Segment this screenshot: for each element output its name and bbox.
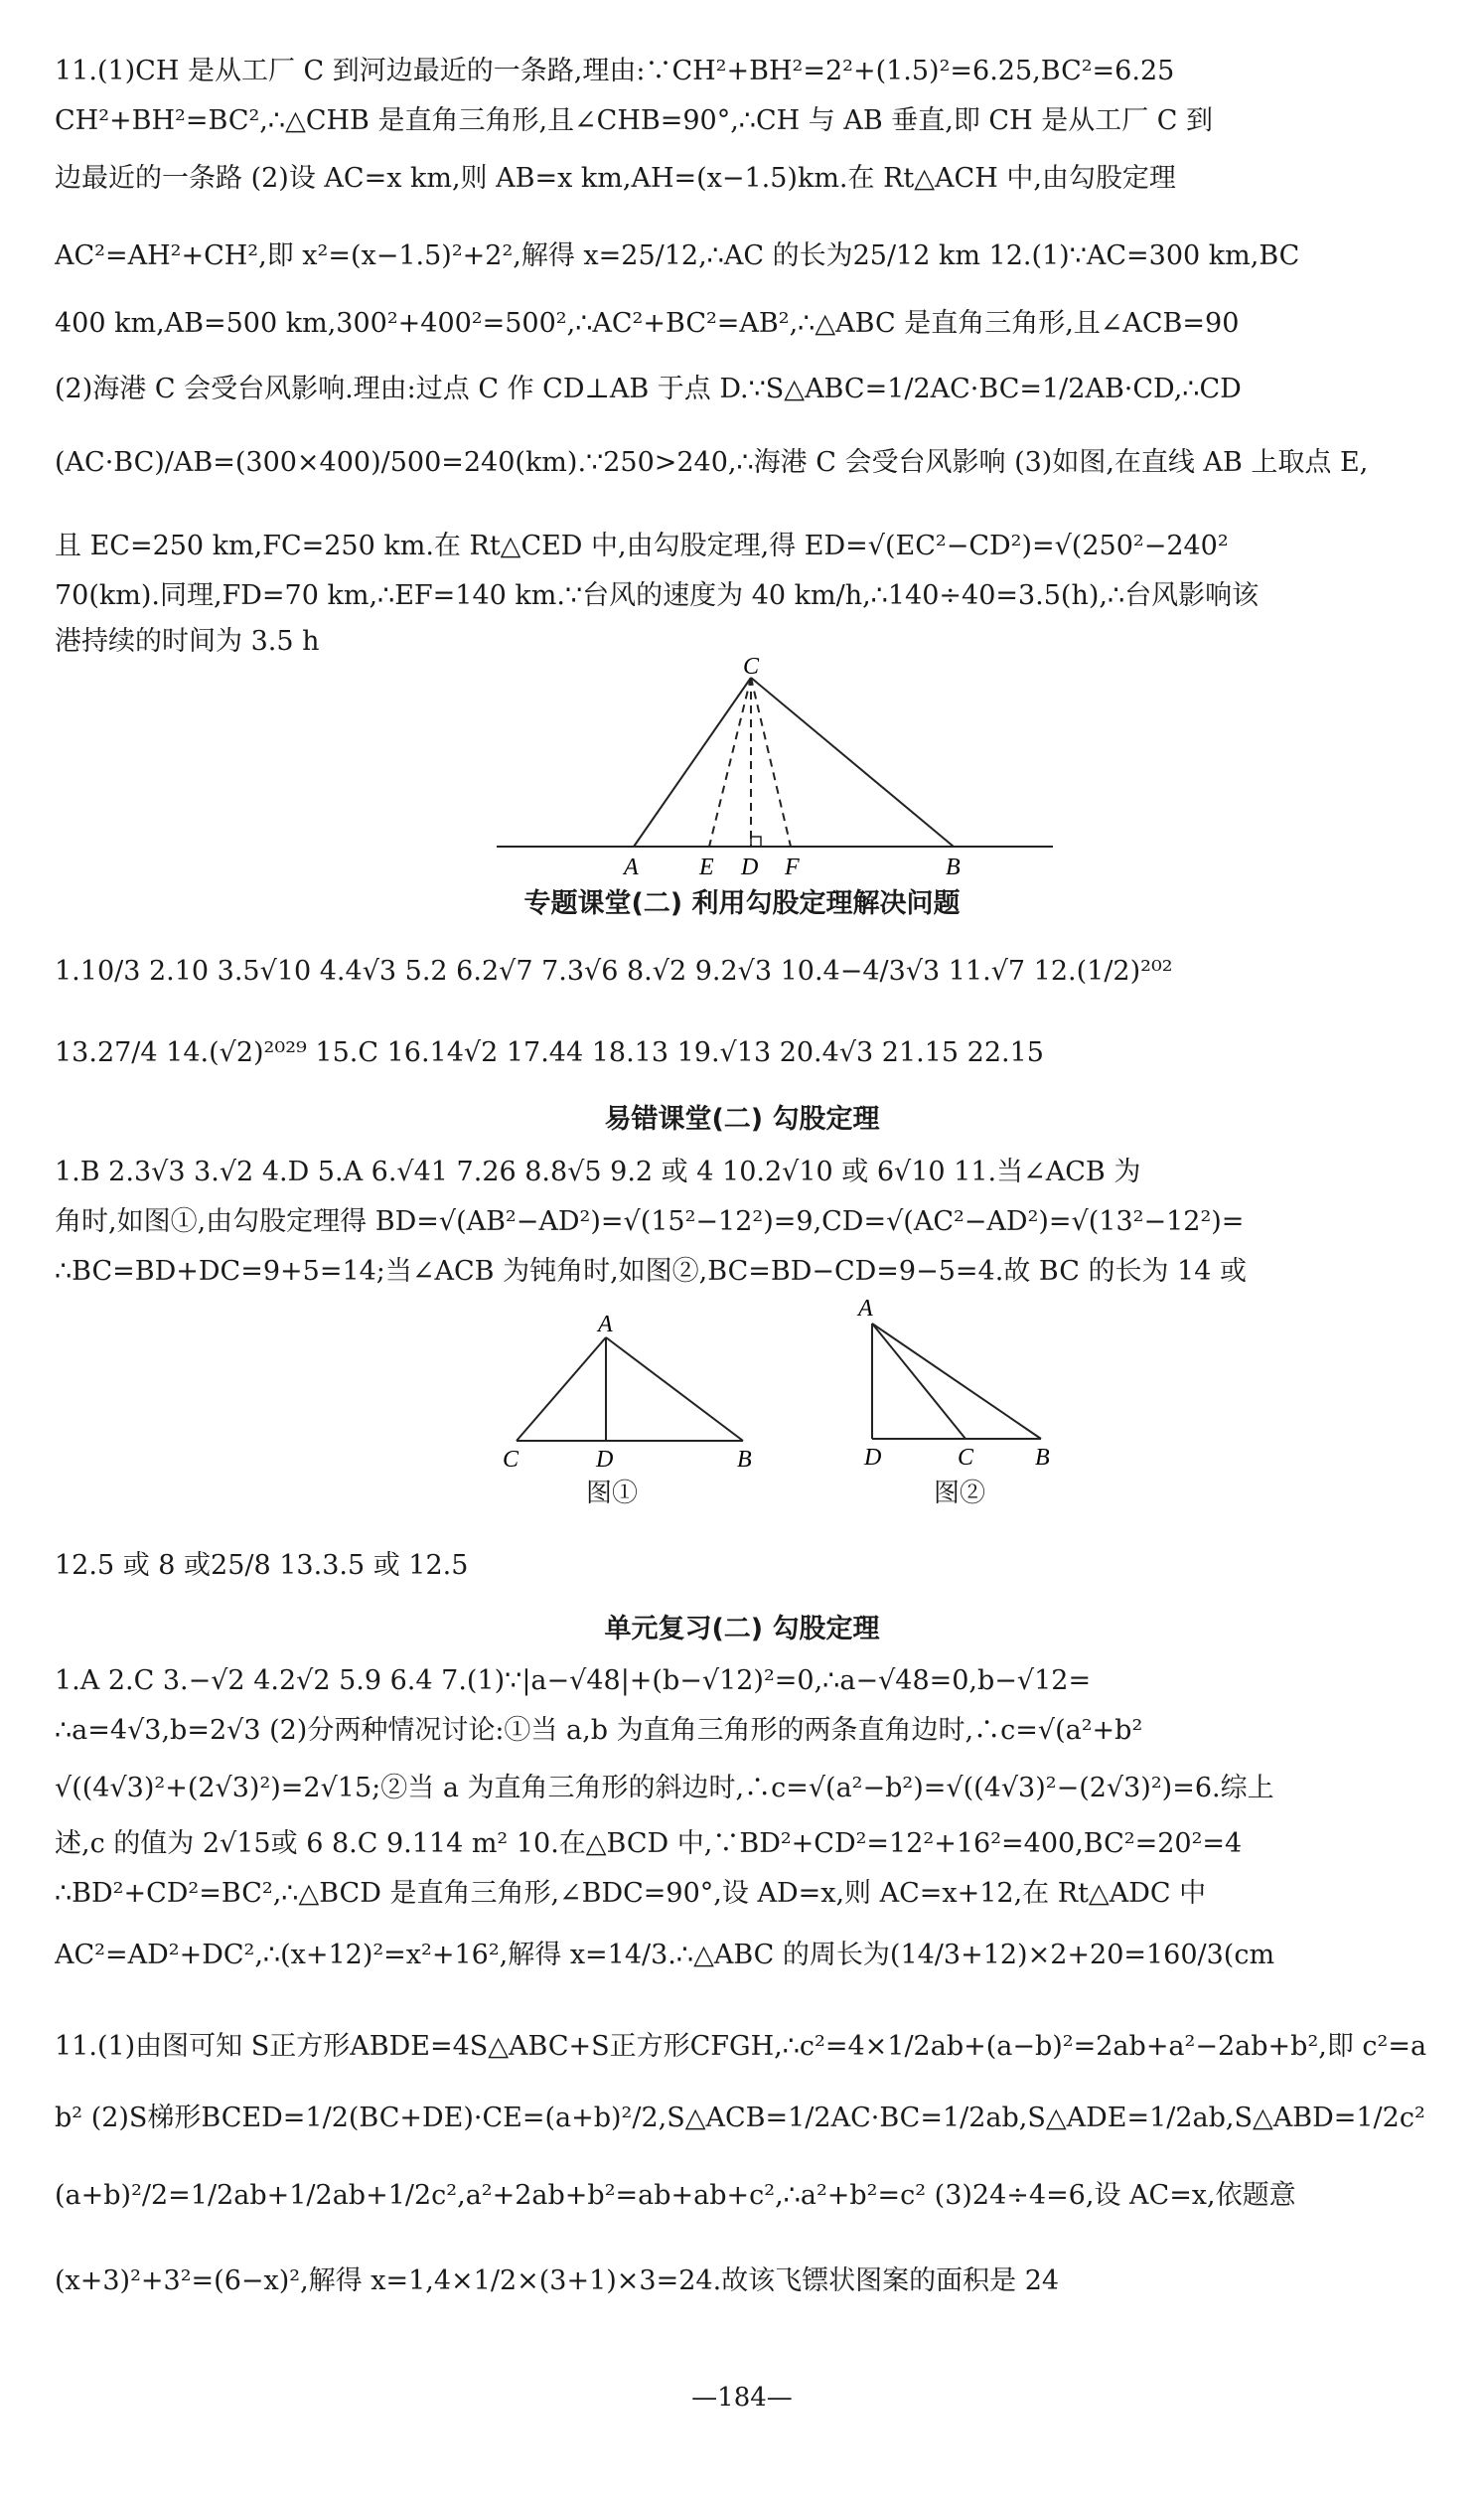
point-label-e: E xyxy=(699,855,714,880)
point-label-a: A xyxy=(624,855,639,880)
point-label-a: A xyxy=(598,1312,613,1337)
segment-ab xyxy=(872,1324,1041,1439)
point-label-f: F xyxy=(785,855,800,880)
point-label-d: D xyxy=(596,1447,614,1471)
page-number: —184— xyxy=(691,2383,793,2413)
text-line: ∴a=4√3,b=2√3 (2)分两种情况讨论:①当 a,b 为直角三角形的两条直角边时,∴c=√(a²+b² xyxy=(55,1715,1143,1746)
text-line: ∴BD²+CD²=BC²,∴△BCD 是直角三角形,∠BDC=90°,设 AD=x,则 AC=x+12,在 Rt△ADC 中 xyxy=(55,1878,1207,1909)
segment-ab xyxy=(606,1337,743,1441)
text-line: 角时,如图①,由勾股定理得 BD=√(AB²−AD²)=√(15²−12²)=9,CD=√(AC²−AD²)=√(13²−12²)= xyxy=(55,1206,1245,1237)
text-line: 1.10/3 2.10 3.5√10 4.4√3 5.2 6.2√7 7.3√6 8.√2 9.2√3 10.4−4/3√3 11.√7 12.(1/2)²⁰² xyxy=(55,956,1173,987)
text-line: 港持续的时间为 3.5 h xyxy=(55,626,320,657)
text-line: (AC·BC)/AB=(300×400)/500=240(km).∵250>240,∴海港 C 会受台风影响 (3)如图,在直线 AB 上取点 E, xyxy=(55,447,1369,478)
figure-1-acute xyxy=(497,1312,775,1471)
text-line: 述,c 的值为 2√15或 6 8.C 9.114 m² 10.在△BCD 中,∵BD²+CD²=12²+16²=400,BC²=20²=4 xyxy=(55,1828,1243,1859)
point-label-d: D xyxy=(741,855,759,880)
text-line: AC²=AH²+CH²,即 x²=(x−1.5)²+2²,解得 x=25/12,∴AC 的长为25/12 km 12.(1)∵AC=300 km,BC xyxy=(55,240,1300,271)
typhoon-triangle-figure xyxy=(497,656,1063,884)
section-title: 易错课堂(二) 勾股定理 xyxy=(604,1104,880,1135)
text-line: 且 EC=250 km,FC=250 km.在 Rt△CED 中,由勾股定理,得 ED=√(EC²−CD²)=√(250²−240² xyxy=(55,531,1229,561)
point-label-c: C xyxy=(958,1445,974,1467)
text-line: AC²=AD²+DC²,∴(x+12)²=x²+16²,解得 x=14/3.∴△ABC 的周长为(14/3+12)×2+20=160/3(cm xyxy=(55,1940,1275,1970)
segment-ac xyxy=(634,678,751,847)
text-line: 1.B 2.3√3 3.√2 4.D 5.A 6.√41 7.26 8.8√5 9.2 或 4 10.2√10 或 6√10 11.当∠ACB 为 xyxy=(55,1157,1141,1187)
point-label-b: B xyxy=(946,855,961,880)
section-title: 专题课堂(二) 利用勾股定理解决问题 xyxy=(523,888,961,919)
text-line: 13.27/4 14.(√2)²⁰²⁹ 15.C 16.14√2 17.44 18.13 19.√13 20.4√3 21.15 22.15 xyxy=(55,1037,1044,1068)
text-line: (2)海港 C 会受台风影响.理由:过点 C 作 CD⊥AB 于点 D.∵S△ABC=1/2AC·BC=1/2AB·CD,∴CD xyxy=(55,374,1242,404)
figure-2-obtuse xyxy=(846,1288,1085,1467)
text-line: (x+3)²+3²=(6−x)²,解得 x=1,4×1/2×(3+1)×3=24.故该飞镖状图案的面积是 24 xyxy=(55,2265,1060,2296)
text-line: 11.(1)CH 是从工厂 C 到河边最近的一条路,理由:∵CH²+BH²=2²+(1.5)²=6.25,BC²=6.25 xyxy=(55,56,1175,86)
point-label-c: C xyxy=(503,1447,519,1471)
point-label-b: B xyxy=(737,1447,752,1471)
point-label-d: D xyxy=(864,1445,882,1467)
text-line: (a+b)²/2=1/2ab+1/2ab+1/2c²,a²+2ab+b²=ab+ab+c²,∴a²+b²=c² (3)24÷4=6,设 AC=x,依题意 xyxy=(55,2180,1296,2211)
text-line: 400 km,AB=500 km,300²+400²=500²,∴AC²+BC²=AB²,∴△ABC 是直角三角形,且∠ACB=90 xyxy=(55,308,1240,339)
text-line: √((4√3)²+(2√3)²)=2√15;②当 a 为直角三角形的斜边时,∴c=√(a²−b²)=√((4√3)²−(2√3)²)=6.综上 xyxy=(55,1773,1274,1803)
text-line: b² (2)S梯形BCED=1/2(BC+DE)·CE=(a+b)²/2,S△ACB=1/2AC·BC=1/2ab,S△ADE=1/2ab,S△ABD=1/2c² xyxy=(55,2103,1425,2133)
text-line: ∴BC=BD+DC=9+5=14;当∠ACB 为钝角时,如图②,BC=BD−CD=9−5=4.故 BC 的长为 14 或 xyxy=(55,1256,1247,1287)
section-title: 单元复习(二) 勾股定理 xyxy=(604,1614,880,1644)
point-label-a: A xyxy=(858,1296,873,1322)
segment-cb xyxy=(751,678,954,847)
text-line: CH²+BH²=BC²,∴△CHB 是直角三角形,且∠CHB=90°,∴CH 与 AB 垂直,即 CH 是从工厂 C 到 xyxy=(55,105,1214,136)
figure-1-caption: 图① xyxy=(586,1479,639,1508)
text-line: 70(km).同理,FD=70 km,∴EF=140 km.∵台风的速度为 40 km/h,∴140÷40=3.5(h),∴台风影响该 xyxy=(55,580,1260,611)
figure-2-caption: 图② xyxy=(934,1479,986,1508)
text-line: 1.A 2.C 3.−√2 4.2√2 5.9 6.4 7.(1)∵|a−√48|+(b−√12)²=0,∴a−√48=0,b−√12= xyxy=(55,1665,1092,1696)
right-angle-mark xyxy=(751,837,761,847)
segment-ac xyxy=(872,1324,965,1439)
text-line: 11.(1)由图可知 S正方形ABDE=4S△ABC+S正方形CFGH,∴c²=4×1/2ab+(a−b)²=2ab+a²−2ab+b²,即 c²=a xyxy=(55,2031,1427,2062)
segment-ca xyxy=(517,1337,606,1441)
text-line: 12.5 或 8 或25/8 13.3.5 或 12.5 xyxy=(55,1550,469,1581)
point-label-b: B xyxy=(1035,1445,1050,1467)
segment-cf xyxy=(751,678,791,847)
point-label-c: C xyxy=(743,656,760,680)
segment-ce xyxy=(709,678,751,847)
text-line: 边最近的一条路 (2)设 AC=x km,则 AB=x km,AH=(x−1.5)km.在 Rt△ACH 中,由勾股定理 xyxy=(55,163,1176,194)
